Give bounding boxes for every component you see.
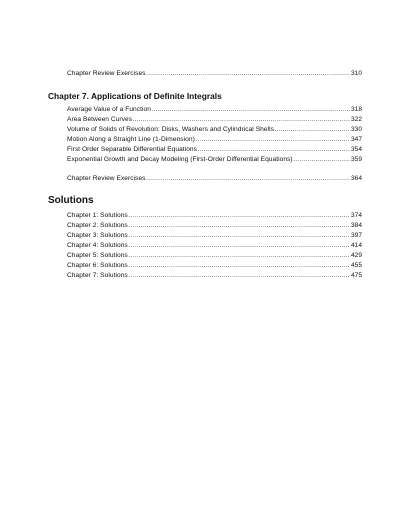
- toc-entry-page: 359: [350, 156, 362, 163]
- toc-entry-page: 364: [350, 175, 362, 182]
- toc-entry-title: Chapter 5: Solutions: [67, 252, 128, 259]
- toc-entry-page: 384: [350, 222, 362, 229]
- toc-entry-page: 455: [350, 262, 362, 269]
- toc-entry-page: 318: [350, 106, 362, 113]
- dot-leader: [274, 125, 350, 134]
- toc-entry-page: 429: [350, 252, 362, 259]
- solutions-heading: Solutions: [48, 195, 94, 206]
- dot-leader: [128, 211, 350, 220]
- toc-entry-solution[interactable]: [67, 261, 362, 270]
- toc-entry-chapter6-review[interactable]: [67, 69, 362, 78]
- toc-entry-page: 322: [350, 116, 362, 123]
- dot-leader: [128, 251, 350, 260]
- dot-leader: [293, 155, 350, 164]
- toc-entry-page: 414: [350, 242, 362, 249]
- toc-entry-title: Chapter 1: Solutions: [67, 212, 128, 219]
- toc-entry[interactable]: [67, 135, 362, 144]
- toc-entry-title: Chapter 4: Solutions: [67, 242, 128, 249]
- toc-entry-title: Chapter 7: Solutions: [67, 272, 128, 279]
- toc-entry-title: Area Between Curves: [67, 116, 133, 123]
- toc-entry-page: 310: [350, 70, 362, 77]
- toc-entry-solution[interactable]: [67, 271, 362, 280]
- toc-entry-page: 354: [350, 146, 362, 153]
- toc-entry-solution[interactable]: [67, 231, 362, 240]
- toc-entry-solution[interactable]: [67, 211, 362, 220]
- dot-leader: [128, 231, 350, 240]
- dot-leader: [198, 145, 351, 154]
- toc-entry-title: Chapter Review Exercises: [67, 70, 146, 77]
- chapter-heading: Chapter 7. Applications of Definite Integrals: [48, 91, 222, 101]
- toc-entry-title: Chapter 2: Solutions: [67, 222, 128, 229]
- toc-entry-title: Motion Along a Straight Line (1-Dimension): [67, 136, 195, 143]
- toc-entry-page: 347: [350, 136, 362, 143]
- toc-entry-page: 475: [350, 272, 362, 279]
- toc-entry-title: Average Value of a Function: [67, 106, 151, 113]
- dot-leader: [128, 221, 350, 230]
- toc-entry-title: Chapter 3: Solutions: [67, 232, 128, 239]
- dot-leader: [195, 135, 350, 144]
- dot-leader: [146, 174, 350, 183]
- toc-entry-page: 397: [350, 232, 362, 239]
- dot-leader: [128, 271, 350, 280]
- toc-entry-solution[interactable]: [67, 251, 362, 260]
- dot-leader: [133, 115, 351, 124]
- toc-entry[interactable]: [67, 155, 362, 164]
- toc-entry-solution[interactable]: [67, 221, 362, 230]
- toc-entry-page: 374: [350, 212, 362, 219]
- toc-entry[interactable]: [67, 105, 362, 114]
- toc-entry-title: Chapter Review Exercises: [67, 175, 146, 182]
- toc-entry-title: Chapter 6: Solutions: [67, 262, 128, 269]
- dot-leader: [128, 261, 350, 270]
- toc-entry[interactable]: [67, 125, 362, 134]
- dot-leader: [146, 69, 350, 78]
- toc-entry[interactable]: [67, 115, 362, 124]
- toc-entry-title: First Order Separable Differential Equations: [67, 146, 197, 153]
- dot-leader: [151, 105, 350, 114]
- toc-entry-solution[interactable]: [67, 241, 362, 250]
- toc-entry-page: 330: [350, 126, 362, 133]
- toc-entry-chapter7-review[interactable]: [67, 174, 362, 183]
- toc-entry-title: Volume of Solids of Revolution: Disks, Washers and Cylindrical Shells: [67, 126, 274, 133]
- dot-leader: [128, 241, 350, 250]
- toc-entry[interactable]: [67, 145, 362, 154]
- toc-entry-title: Exponential Growth and Decay Modeling (First-Order Differential Equations): [67, 156, 293, 163]
